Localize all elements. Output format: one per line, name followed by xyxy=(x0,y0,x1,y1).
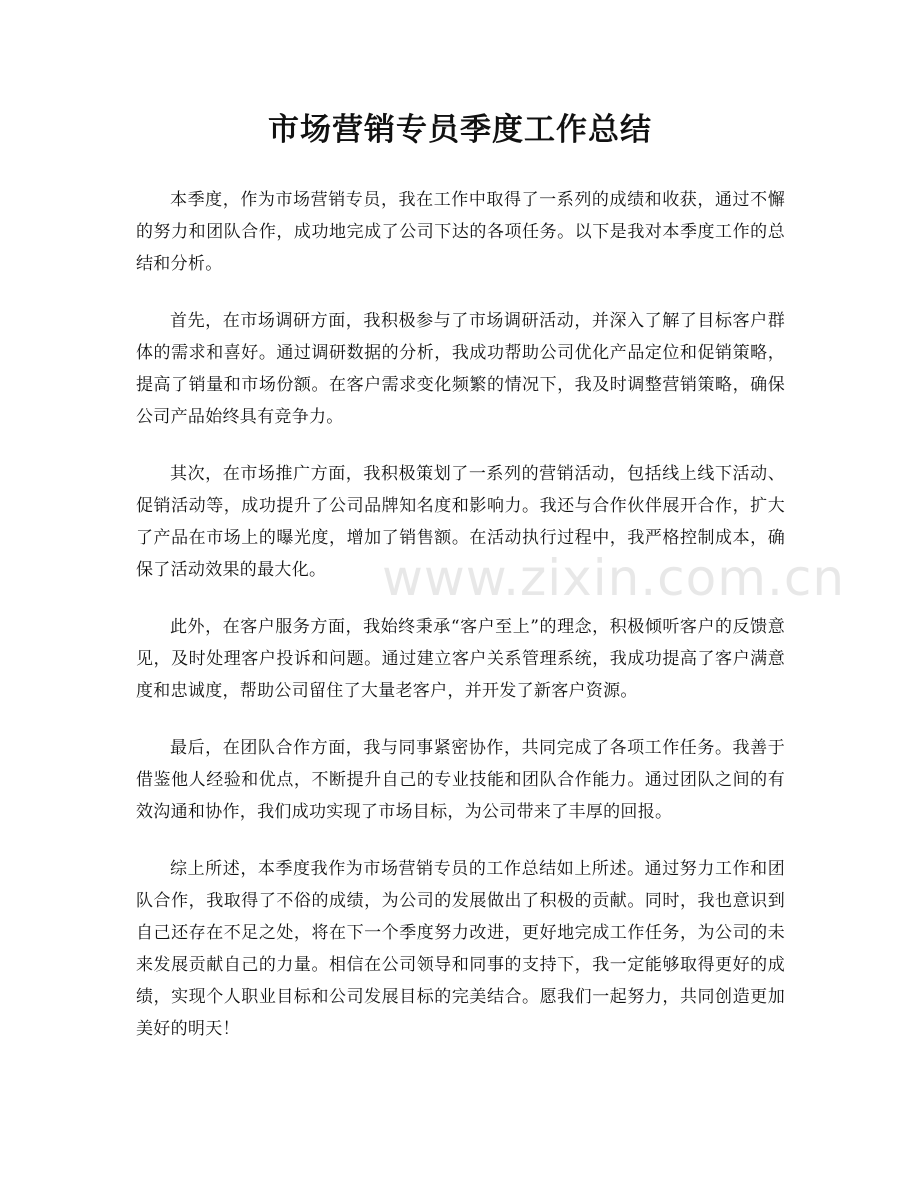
watermark-text: www.zixin.com.cn xyxy=(382,549,846,607)
paragraph-intro: 本季度，作为市场营销专员，我在工作中取得了一系列的成绩和收获，通过不懈的努力和团队合作，成功地完成了公司下达的各项任务。以下是我对本季度工作的总结和分析。 xyxy=(136,190,785,274)
paragraph-conclusion: 综上所述，本季度我作为市场营销专员的工作总结如上所述。通过努力工作和团队合作，我取得了不俗的成绩，为公司的发展做出了积极的贡献。同时，我也意识到自己还存在不足之处，将在下一个季度努力改进，更好地完成工作任务，为公司的未来发展贡献自己的力量。相信在公司领导和同事的支持下，我一定能够取得更好的成绩，实现个人职业目标和公司发展目标的完美结合。愿我们一起努力，共同创造更加美好的明天！ xyxy=(136,859,785,1039)
paragraph-market-research: 首先，在市场调研方面，我积极参与了市场调研活动，并深入了解了目标客户群体的需求和喜好。通过调研数据的分析，我成功帮助公司优化产品定位和促销策略，提高了销量和市场份额。在客户需求变化频繁的情况下，我及时调整营销策略，确保公司产品始终具有竞争力。 xyxy=(136,311,785,427)
document-title: 市场营销专员季度工作总结 xyxy=(268,112,652,148)
paragraph-market-promotion: 其次，在市场推广方面，我积极策划了一系列的营销活动，包括线上线下活动、促销活动等，成功提升了公司品牌知名度和影响力。我还与合作伙伴展开合作，扩大了产品在市场上的曝光度，增加了销售额。在活动执行过程中，我严格控制成本，确保了活动效果的最大化。 xyxy=(136,464,785,580)
paragraph-teamwork: 最后，在团队合作方面，我与同事紧密协作，共同完成了各项工作任务。我善于借鉴他人经验和优点，不断提升自己的专业技能和团队合作能力。通过团队之间的有效沟通和协作，我们成功实现了市场目标，为公司带来了丰厚的回报。 xyxy=(136,738,785,822)
paragraph-customer-service: 此外，在客户服务方面，我始终秉承“客户至上”的理念，积极倾听客户的反馈意见，及时处理客户投诉和问题。通过建立客户关系管理系统，我成功提高了客户满意度和忠诚度，帮助公司留住了大量老客户，并开发了新客户资源。 xyxy=(136,617,785,701)
document-body xyxy=(136,184,785,1070)
